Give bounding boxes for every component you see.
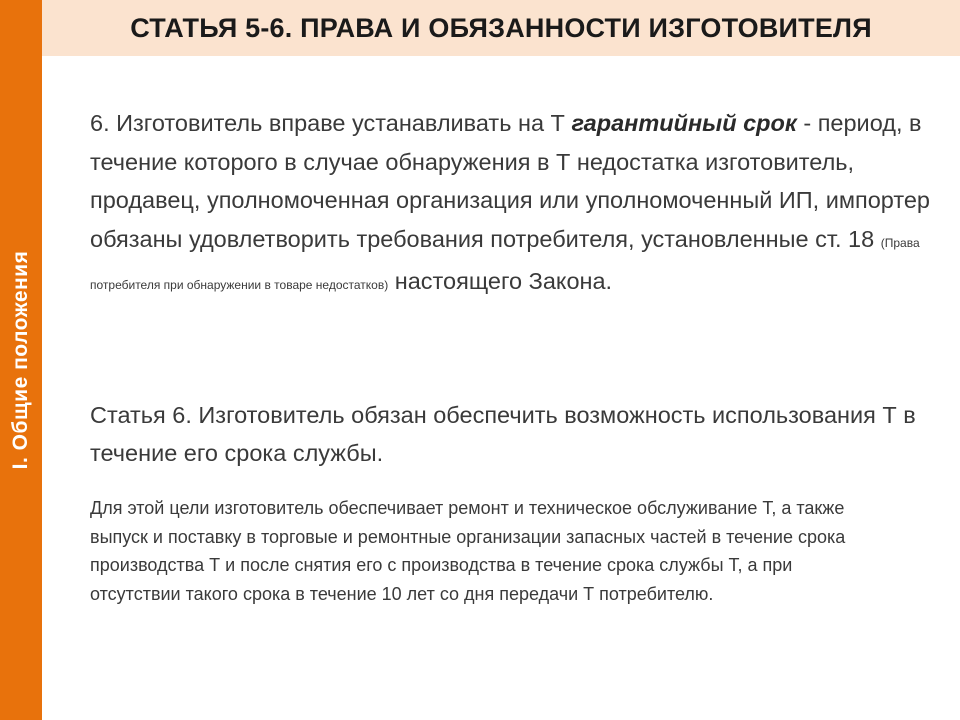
header bbox=[42, 0, 960, 56]
paragraph-service-obligations: Для этой цели изготовитель обеспечивает ремонт и техническое обслуживание Т, а также выпуск и поставку в торговые и ремонтные организации запасных частей в течение срока производства Т и после снятия его с производства в течение срока службы Т, а при отсутствии такого срока в течение 10 лет со дня передачи Т потребителю. bbox=[90, 498, 846, 604]
article-18-note: (Права потребителя при обнаружении в товаре недостатков) bbox=[90, 235, 920, 292]
sidebar bbox=[0, 0, 42, 720]
paragraph-article-6: Статья 6. Изготовитель обязан обеспечить возможность использования Т в течение его срока службы. bbox=[90, 402, 916, 466]
page-title: СТАТЬЯ 5-6. ПРАВА И ОБЯЗАННОСТИ ИЗГОТОВИТЕЛЯ bbox=[130, 13, 872, 43]
paragraph-warranty-lead: 6. Изготовитель вправе устанавливать на Т bbox=[90, 110, 572, 136]
warranty-term-emphasis: гарантийный срок bbox=[571, 110, 797, 136]
paragraph-warranty bbox=[90, 104, 940, 305]
paragraph-warranty-body: - период, в течение которого в случае обнаружения в Т недостатка изготовитель, продавец, уполномоченная организация или уполномоченный ИП, импортер обязаны удовлетворить требования потребителя, установленные ст. 18 bbox=[90, 110, 930, 252]
sidebar-section-label: I. Общие положения bbox=[9, 250, 32, 470]
paragraph-warranty-tail: настоящего Закона. bbox=[388, 268, 613, 294]
